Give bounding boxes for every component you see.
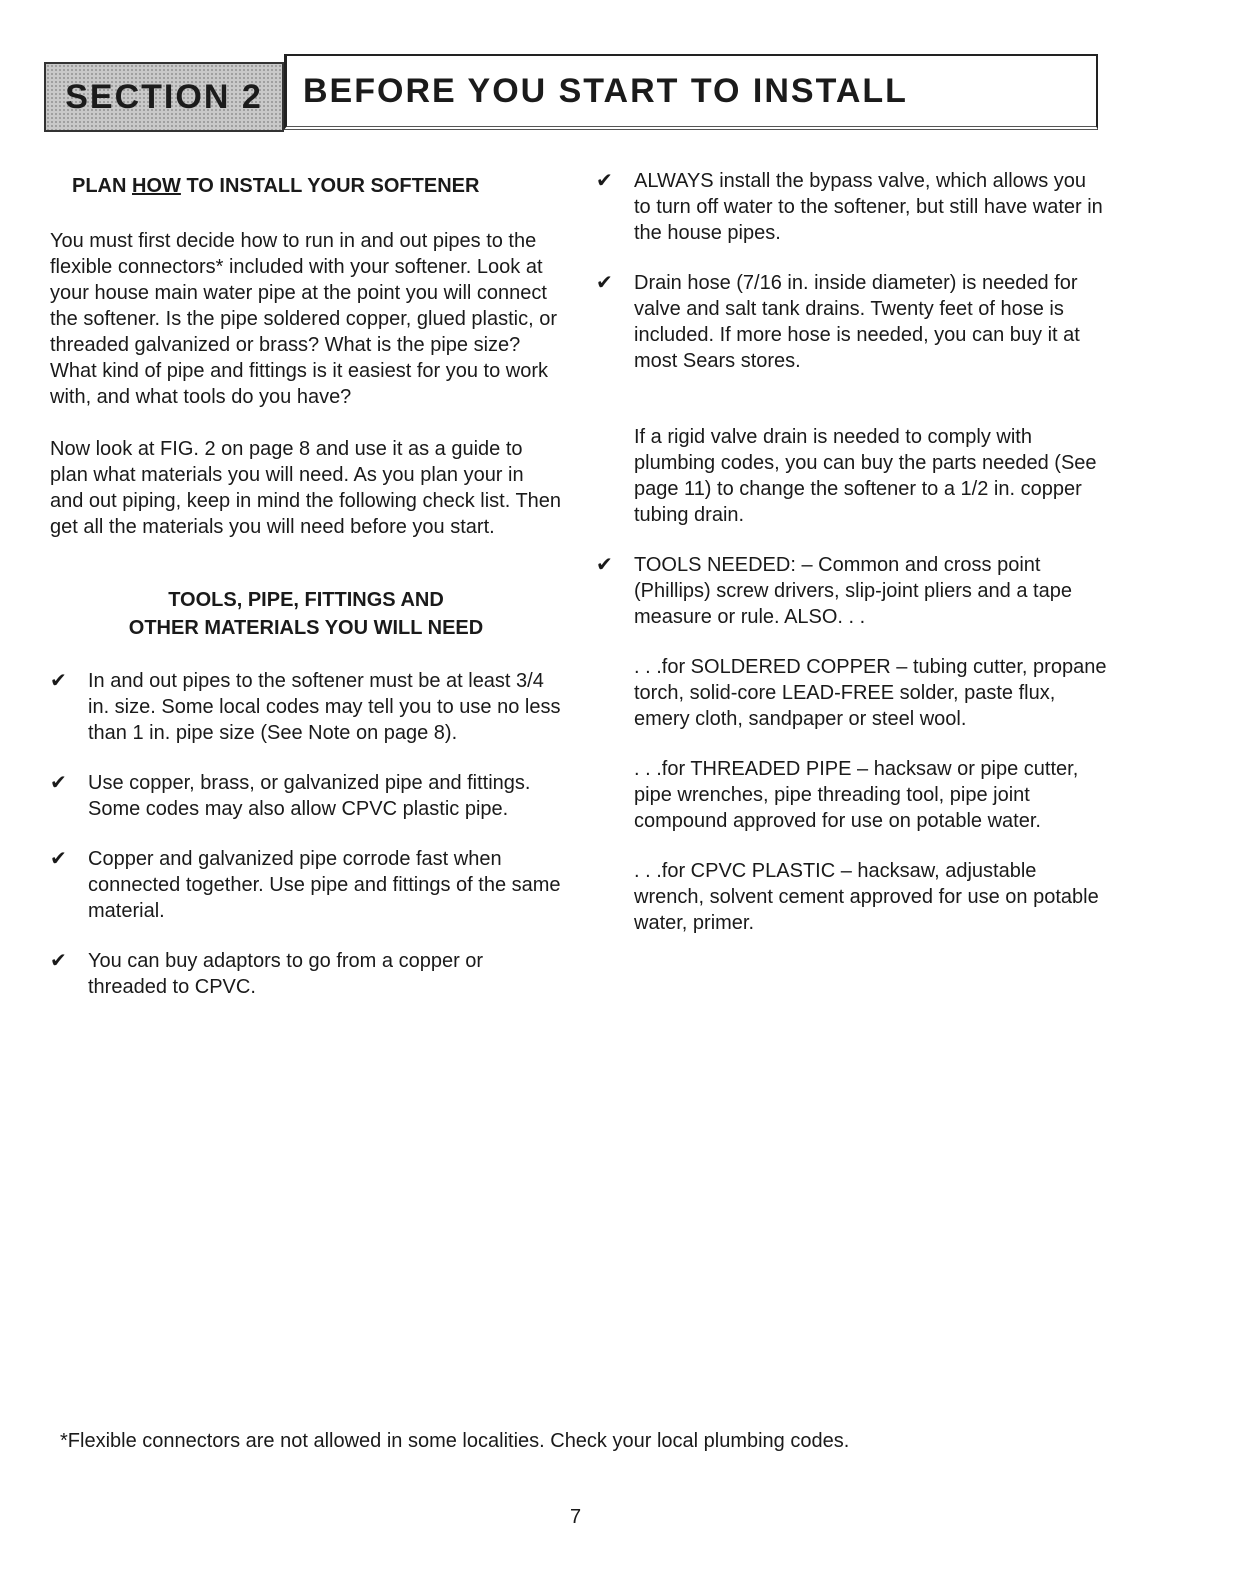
section-label-box — [44, 62, 284, 132]
check-icon: ✔ — [50, 670, 67, 692]
plan-heading-how: HOW — [132, 175, 181, 197]
checklist-item — [50, 668, 562, 746]
plan-heading-part1: PLAN — [72, 175, 132, 197]
plan-paragraph-2: Now look at FIG. 2 on page 8 and use it as a guide to plan what materials you will need. As you plan your in and out piping, keep in mind the following check list. Then get all the materials you will need before you start. — [50, 438, 562, 538]
materials-heading — [50, 586, 562, 642]
materials-heading-line1: TOOLS, PIPE, FITTINGS AND — [168, 589, 444, 611]
check-icon: ✔ — [50, 772, 67, 794]
checklist-item — [50, 948, 562, 1000]
checklist-item — [596, 168, 1108, 246]
checklist-text: TOOLS NEEDED: – Common and cross point (Phillips) screw drivers, slip-joint pliers and a tape measure or rule. ALSO. . . — [634, 554, 1072, 628]
cpvc-plastic-tools: . . .for CPVC PLASTIC – hacksaw, adjustable wrench, solvent cement approved for use on potable water, primer. — [634, 860, 1099, 934]
checklist-text: In and out pipes to the softener must be at least 3/4 in. size. Some local codes may tell you to use no less than 1 in. pipe size (See Note on page 8). — [88, 670, 561, 744]
rigid-drain-paragraph: If a rigid valve drain is needed to comply with plumbing codes, you can buy the parts needed (See page 11) to change the softener to a 1/2 in. copper tubing drain. — [634, 426, 1097, 526]
check-icon: ✔ — [596, 170, 613, 192]
right-column — [596, 168, 1108, 936]
materials-heading-line2: OTHER MATERIALS YOU WILL NEED — [128, 617, 484, 639]
check-icon: ✔ — [596, 554, 613, 576]
footnote: *Flexible connectors are not allowed in some localities. Check your local plumbing codes. — [60, 1430, 850, 1452]
section-title-box — [284, 54, 1098, 130]
plan-heading-part2: TO INSTALL YOUR SOFTENER — [180, 175, 480, 197]
section-header — [44, 54, 1098, 132]
checklist-item — [596, 270, 1108, 374]
checklist-text: ALWAYS install the bypass valve, which allows you to turn off water to the softener, but still have water in the house pipes. — [634, 170, 1103, 244]
section-title: BEFORE YOU START TO INSTALL — [303, 71, 908, 110]
checklist-item — [596, 552, 1108, 630]
checklist-item — [50, 770, 562, 822]
checklist-text: Drain hose (7/16 in. inside diameter) is needed for valve and salt tank drains. Twenty feet of hose is included. If more hose is needed, you can buy it at most Sears stores. — [634, 272, 1080, 372]
checklist-text: Copper and galvanized pipe corrode fast when connected together. Use pipe and fittings of the same material. — [88, 848, 561, 922]
plan-paragraph-1: You must first decide how to run in and out pipes to the flexible connectors* included with your softener. Look at your house main water pipe at the point you will connect the softener. Is the pipe soldered copper, glued plastic, or threaded galvanized or brass? What is the pipe size? What kind of pipe and fittings is it easiest for you to work with, and what tools do you have? — [50, 230, 557, 408]
check-icon: ✔ — [50, 950, 67, 972]
left-column — [50, 172, 562, 1000]
threaded-pipe-tools: . . .for THREADED PIPE – hacksaw or pipe cutter, pipe wrenches, pipe threading tool, pipe joint compound approved for use on potable water. — [634, 758, 1079, 832]
section-label: SECTION 2 — [65, 77, 263, 116]
checklist-text: Use copper, brass, or galvanized pipe and fittings. Some codes may also allow CPVC plastic pipe. — [88, 772, 531, 820]
checklist-item — [50, 846, 562, 924]
page-number: 7 — [570, 1506, 582, 1528]
checklist-text: You can buy adaptors to go from a copper or threaded to CPVC. — [88, 950, 484, 998]
check-icon: ✔ — [50, 848, 67, 870]
soldered-copper-tools: . . .for SOLDERED COPPER – tubing cutter, propane torch, solid-core LEAD-FREE solder, paste flux, emery cloth, sandpaper or steel wool. — [634, 656, 1107, 730]
plan-heading — [50, 172, 562, 200]
check-icon: ✔ — [596, 272, 613, 294]
